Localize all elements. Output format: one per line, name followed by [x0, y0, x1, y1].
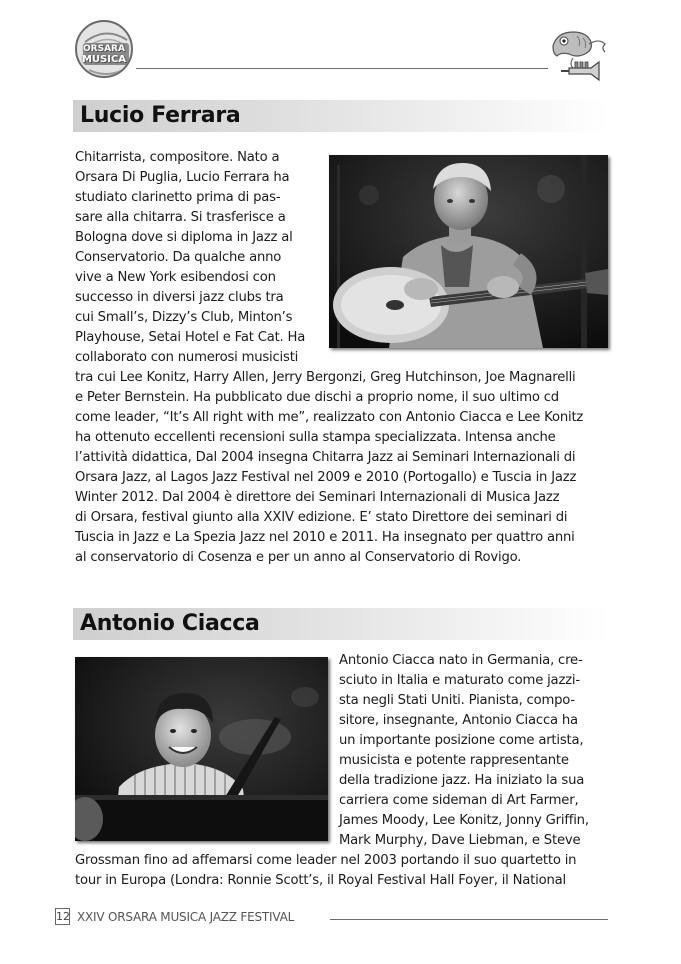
text-line: successo in diversi jazz clubs tra [75, 290, 284, 305]
text-line: sciuto in Italia e maturato come jazzi- [339, 673, 580, 688]
chameleon-trumpet-icon [547, 24, 609, 86]
footer-festival-name: XXIV ORSARA MUSICA JAZZ FESTIVAL [77, 910, 295, 924]
text-line: di Orsara, festival giunto alla XXIV edizione. E’ stato Direttore dei seminari di [75, 510, 568, 525]
text-line: Grossman fino ad affemarsi come leader nel 2003 portando il suo quartetto in [75, 853, 577, 868]
text-line: Bologna dove si diploma in Jazz al [75, 230, 293, 245]
text-line: Conservatorio. Da qualche anno [75, 250, 282, 265]
logo-text-line2: MUSICA [81, 54, 127, 65]
text-line: sitore, insegnante, Antonio Ciacca ha [339, 713, 578, 728]
text-line: Chitarrista, compositore. Nato a [75, 150, 280, 165]
text-line: sta negli Stati Uniti. Pianista, compo- [339, 693, 575, 708]
section-title-bar [73, 100, 608, 132]
header-rule [136, 68, 548, 69]
text-line: studiato clarinetto prima di pas- [75, 190, 281, 205]
text-line: James Moody, Lee Konitz, Jonny Griffin, [339, 813, 589, 828]
text-line: al conservatorio di Cosenza e per un anno al Conservatorio di Rovigo. [75, 550, 522, 565]
text-line: tour in Europa (Londra: Ronnie Scott’s, il Royal Festival Hall Foyer, il National [75, 873, 566, 888]
section-title: Lucio Ferrara [80, 103, 241, 128]
pianist-photo [75, 657, 328, 841]
logo-text-line1: ORSARA [83, 44, 125, 54]
text-line: Playhouse, Setai Hotel e Fat Cat. Ha [75, 330, 306, 345]
text-line: della tradizione jazz. Ha iniziato la sua [339, 773, 585, 788]
pianist-photo-icon [75, 657, 328, 841]
text-line: come leader, “It’s All right with me”, realizzato con Antonio Ciacca e Lee Konitz [75, 410, 584, 425]
text-line: Antonio Ciacca nato in Germania, cre- [339, 653, 583, 668]
text-line: un importante posizione come artista, [339, 733, 584, 748]
section-title: Antonio Ciacca [80, 611, 260, 636]
text-line: collaborato con numerosi musicisti [75, 350, 299, 365]
text-line: tra cui Lee Konitz, Harry Allen, Jerry Bergonzi, Greg Hutchinson, Joe Magnarelli [75, 370, 576, 385]
text-line: Orsara Jazz, al Lagos Jazz Festival nel 2009 e 2010 (Portogallo) e Tuscia in Jazz [75, 470, 577, 485]
page-number: 12 [56, 910, 70, 923]
text-line: vive a New York esibendosi con [75, 270, 276, 285]
text-line: ha ottenuto eccellenti recensioni sulla stampa specializzata. Intensa anche [75, 430, 556, 445]
text-line: cui Small’s, Dizzy’s Club, Minton’s [75, 310, 293, 325]
text-line: sare alla chitarra. Si trasferisce a [75, 210, 286, 225]
text-line: e Peter Bernstein. Ha pubblicato due dischi a proprio nome, il suo ultimo cd [75, 390, 559, 405]
text-line: Orsara Di Puglia, Lucio Ferrara ha [75, 170, 290, 185]
text-line: carriera come sideman di Art Farmer, [339, 793, 579, 808]
festival-logo [75, 20, 133, 78]
text-line: Tuscia in Jazz e La Spezia Jazz nel 2010 e 2011. Ha insegnato per quattro anni [75, 530, 575, 545]
guitarist-photo [329, 155, 608, 348]
text-line: Mark Murphy, Dave Liebman, e Steve [339, 833, 581, 848]
text-line: l’attività didattica, Dal 2004 insegna Chitarra Jazz ai Seminari Internazionali di [75, 450, 576, 465]
text-line: musicista e potente rappresentante [339, 753, 569, 768]
text-line: Winter 2012. Dal 2004 è direttore dei Seminari Internazionali di Musica Jazz [75, 490, 560, 505]
section-title-bar [73, 608, 608, 640]
footer-rule [330, 919, 608, 920]
guitarist-photo-icon [329, 155, 608, 348]
